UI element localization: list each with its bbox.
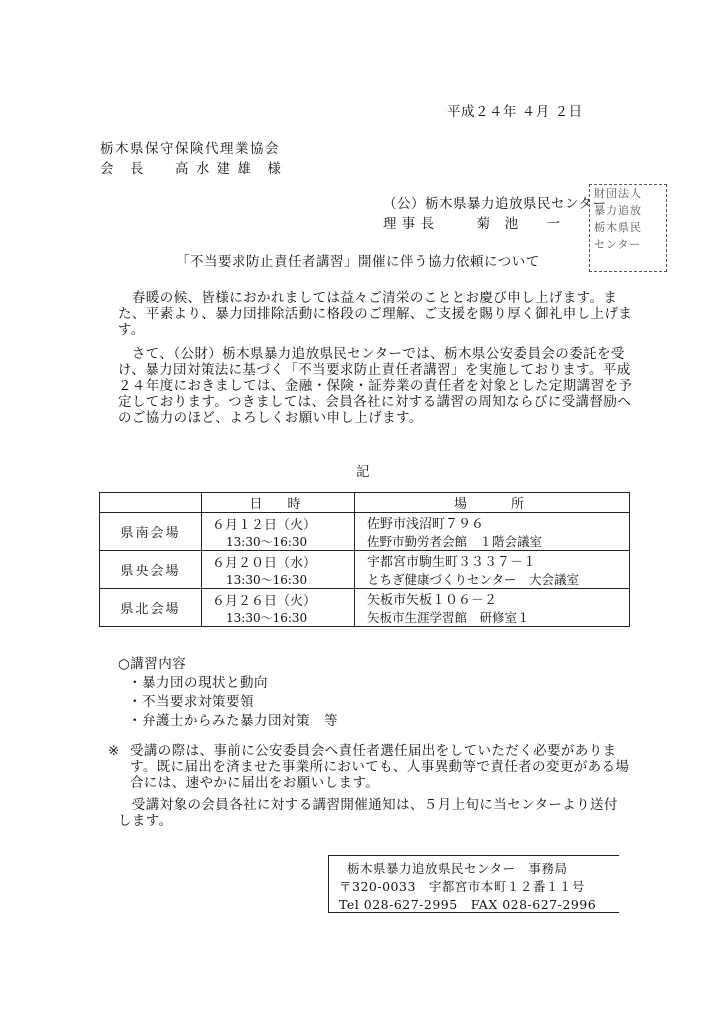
contact-office: 栃木県暴力追放県民センター 事務局 [347, 861, 568, 876]
table-header-row [100, 493, 630, 513]
official-seal-stamp: 財団法人 暴力追放 栃木県民 センター [589, 184, 667, 272]
table-row [100, 589, 630, 627]
session-place: 矢板市矢板１０６－２ 矢板市生涯学習館 研修室１ [355, 589, 630, 627]
document-date: 平成２４年 ４月 ２日 [447, 104, 583, 120]
session-datetime: ６月２０日（水） 13:30～16:30 [202, 551, 355, 589]
recipient-name: 会 長 高 水 建 雄 様 [100, 161, 283, 177]
body-paragraph-1: 春暖の候、皆様におかれましては益々ご清栄のこととお慶び申し上げます。また、平素より、暴力団排除活動に格段のご理解、ご支援を賜り厚く御礼申し上げます。 [118, 290, 633, 338]
note-paragraph-1: 受講の際は、事前に公安委員会へ責任者選任届出をしていただく必要があります。既に届出を済ませた事業所においても、人事異動等で責任者の変更がある場合には、速やかに届出をお願いします。 [130, 743, 630, 791]
header-datetime: 日 時 [202, 493, 355, 513]
ki-heading: 記 [356, 464, 370, 480]
session-place: 宇都宮市駒生町３３３７－１ とちぎ健康づくりセンター 大会議室 [355, 551, 630, 589]
list-item: ・不当要求対策要領 [128, 694, 254, 710]
session-datetime: ６月１２日（火） 13:30～16:30 [202, 513, 355, 551]
contact-phone: Tel 028-627-2995 FAX 028-627-2996 [339, 897, 597, 912]
contact-box [328, 855, 619, 913]
venue-name: 県南会場 [100, 513, 202, 551]
sender-name: 理 事 長 菊 池 一 [383, 216, 561, 232]
note-mark: ※ [108, 743, 120, 759]
subject-line: 「不当要求防止責任者講習」開催に伴う協力依頼について [176, 254, 540, 270]
note-paragraph-2: 受講対象の会員各社に対する講習開催通知は、５月上旬に当センターより送付します。 [118, 797, 618, 829]
sender-org: （公）栃木県暴力追放県民センター [383, 196, 607, 212]
session-datetime: ６月２６日（火） 13:30～16:30 [202, 589, 355, 627]
header-place: 場 所 [355, 493, 630, 513]
recipient-org: 栃木県保守保険代理業協会 [100, 141, 280, 157]
table-row [100, 551, 630, 589]
table-row [100, 513, 630, 551]
list-item: ・暴力団の現状と動向 [128, 675, 268, 691]
schedule-table [99, 492, 630, 627]
contact-address: 〒320-0033 宇都宮市本町１２番１１号 [339, 879, 585, 894]
venue-name: 県央会場 [100, 551, 202, 589]
session-place: 佐野市浅沼町７９６ 佐野市勤労者会館 １階会議室 [355, 513, 630, 551]
body-paragraph-2: さて、（公財）栃木県暴力追放県民センターでは、栃木県公安委員会の委託を受け、暴力団対策法に基づく「不当要求防止責任者講習」を実施しております。平成２４年度におきましては、金融・保険・証券業の責任者を対象とした定期講習を予定しております。つきましては、会員各社に対する講習の周知ならびに受講督励へのご協力のほど、よろしくお願い申し上げます。 [118, 346, 633, 426]
venue-name: 県北会場 [100, 589, 202, 627]
list-item: ・弁護士からみた暴力団対策 等 [128, 713, 338, 729]
content-heading: ○講習内容 [118, 656, 187, 672]
